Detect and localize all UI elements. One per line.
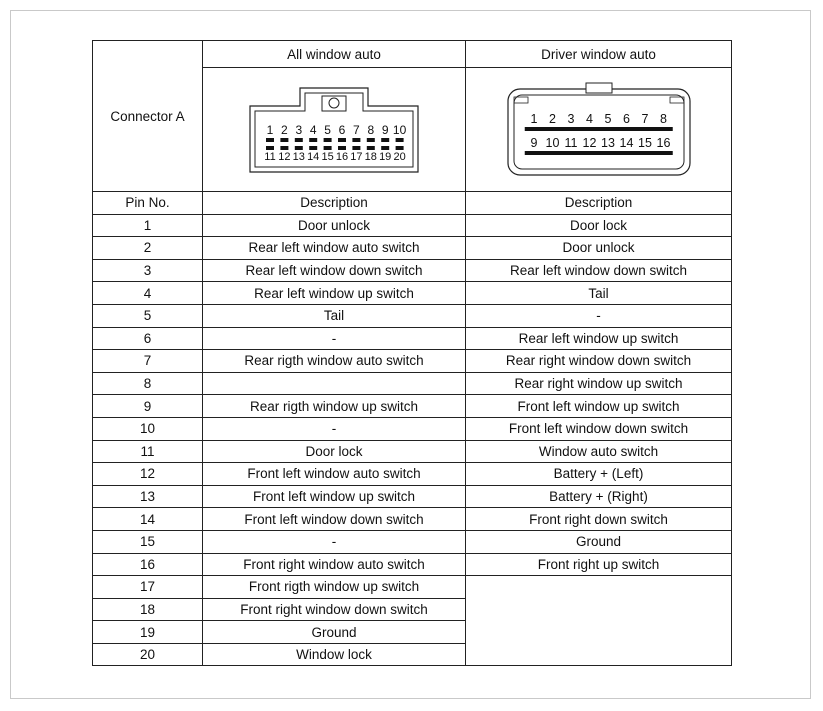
connector-driver-bottom-pin-label: 16 [656, 135, 670, 150]
description-header-all: Description [203, 192, 466, 215]
connector-all-bottom-pin-label: 13 [292, 150, 305, 163]
connector-all-top-pin-terminal [280, 138, 288, 142]
subheader-row [93, 192, 732, 215]
connector-all-cell [203, 68, 466, 192]
driver-window-description-cell: Ground [466, 530, 732, 553]
pin-number-cell: 4 [93, 282, 203, 305]
all-window-description-cell: Door unlock [203, 214, 466, 237]
connector-all-top-pin-label: 9 [381, 122, 389, 137]
driver-window-description-cell: Front right up switch [466, 553, 732, 576]
driver-window-description-cell: Rear right window up switch [466, 372, 732, 395]
all-window-description-cell: Front rigth window up switch [203, 576, 466, 599]
all-window-description-cell: Tail [203, 304, 466, 327]
pin-number-cell: 13 [93, 485, 203, 508]
connector-driver-bottom-pin-label: 12 [582, 135, 596, 150]
driver-window-description-cell: Tail [466, 282, 732, 305]
table-row [93, 259, 732, 282]
table-row [93, 237, 732, 260]
table-row [93, 304, 732, 327]
connector-driver-bottom-pin-label: 11 [564, 135, 577, 150]
table-row [93, 417, 732, 440]
driver-window-empty-cell [466, 576, 732, 666]
connector-driver-inner-outline [514, 95, 684, 169]
driver-window-description-cell: Window auto switch [466, 440, 732, 463]
connector-driver-bottom-pin-label: 15 [637, 135, 652, 150]
table-row [93, 463, 732, 486]
connector-all-bottom-pin-terminal [352, 146, 360, 150]
connector-all-bottom-pin-label: 19 [379, 150, 392, 163]
pin-number-cell: 5 [93, 304, 203, 327]
header-all-window-auto: All window auto [203, 41, 466, 68]
connector-all-top-pin-label: 3 [295, 122, 303, 137]
connector-all-bottom-pin-terminal [396, 146, 404, 150]
all-window-description-cell: Front left window auto switch [203, 463, 466, 486]
pin-table [92, 40, 732, 666]
connector-driver-top-pin-label: 1 [530, 111, 537, 126]
connector-driver-top-pin-label: 3 [567, 111, 574, 126]
all-window-description-cell: Front right window down switch [203, 598, 466, 621]
connector-driver-bottom-pin-label: 10 [545, 135, 559, 150]
pin-number-cell: 3 [93, 259, 203, 282]
connector-driver-outline [508, 89, 690, 175]
connector-all-latch-hole [329, 98, 339, 108]
pin-number-cell: 12 [93, 463, 203, 486]
connector-all-top-pin-terminal [309, 138, 317, 142]
all-window-description-cell: Rear left window auto switch [203, 237, 466, 260]
connector-driver-top-pin-label: 7 [641, 111, 648, 126]
connector-all-bottom-pin-terminal [324, 146, 332, 150]
connector-all-top-pin-terminal [266, 138, 274, 142]
pin-number-cell: 20 [93, 643, 203, 666]
all-window-description-cell: - [203, 327, 466, 350]
connector-all-bottom-pin-label: 11 [264, 150, 276, 163]
driver-window-description-cell: Rear right window down switch [466, 350, 732, 373]
connector-all-bottom-pin-terminal [295, 146, 303, 150]
all-window-description-cell: Window lock [203, 643, 466, 666]
connector-driver-top-pin-label: 4 [585, 111, 593, 126]
connector-driver-bottom-pin-label: 13 [600, 135, 615, 150]
all-window-description-cell: Rear rigth window auto switch [203, 350, 466, 373]
driver-window-description-cell: Rear left window up switch [466, 327, 732, 350]
connector-all-top-pin-terminal [367, 138, 375, 142]
driver-window-description-cell: Front left window up switch [466, 395, 732, 418]
connector-all-bottom-pin-label: 17 [350, 150, 363, 163]
pin-number-cell: 14 [93, 508, 203, 531]
connector-all-top-pin-terminal [324, 138, 332, 142]
connector-label: Connector A [93, 41, 203, 192]
pin-number-cell: 7 [93, 350, 203, 373]
connector-driver-bottom-pin-bar [524, 151, 672, 155]
connector-all-top-pin-terminal [295, 138, 303, 142]
table-row [93, 553, 732, 576]
connector-all-bottom-pin-label: 16 [335, 150, 349, 163]
connector-all-bottom-pin-terminal [309, 146, 317, 150]
connector-all-top-pin-label: 8 [367, 122, 375, 137]
driver-window-description-cell: Front right down switch [466, 508, 732, 531]
connector-all-bottom-pin-label: 20 [393, 150, 406, 163]
pin-number-cell: 6 [93, 327, 203, 350]
connector-all-bottom-pin-terminal [381, 146, 389, 150]
table-row [93, 530, 732, 553]
connector-driver-bottom-pin-label: 14 [619, 135, 633, 150]
description-header-driver: Description [466, 192, 732, 215]
pin-number-cell: 9 [93, 395, 203, 418]
pin-no-header: Pin No. [93, 192, 203, 215]
table-row [93, 350, 732, 373]
header-row [93, 41, 732, 68]
all-window-description-cell: - [203, 417, 466, 440]
pin-number-cell: 15 [93, 530, 203, 553]
connector-all-diagram [244, 84, 424, 176]
table-row [93, 440, 732, 463]
driver-window-description-cell: Battery + (Right) [466, 485, 732, 508]
connector-driver-top-pin-bar [524, 127, 672, 131]
pin-number-cell: 19 [93, 621, 203, 644]
table-row [93, 576, 732, 599]
connector-all-top-pin-label: 6 [338, 122, 346, 137]
table-row [93, 327, 732, 350]
all-window-description-cell: Door lock [203, 440, 466, 463]
table-row [93, 372, 732, 395]
all-window-description-cell: Rear rigth window up switch [203, 395, 466, 418]
connector-driver-latch [586, 83, 612, 93]
connector-driver-top-pin-label: 5 [604, 111, 611, 126]
driver-window-description-cell: Front left window down switch [466, 417, 732, 440]
connector-all-bottom-pin-label: 15 [321, 150, 334, 163]
table-row [93, 214, 732, 237]
connector-all-top-pin-label: 5 [324, 122, 331, 137]
connector-driver-top-pin-label: 2 [548, 111, 556, 126]
driver-window-description-cell: Rear left window down switch [466, 259, 732, 282]
all-window-description-cell: - [203, 530, 466, 553]
all-window-description-cell: Front left window down switch [203, 508, 466, 531]
table-row [93, 395, 732, 418]
all-window-description-cell: Ground [203, 621, 466, 644]
connector-driver-diagram [506, 81, 692, 179]
all-window-description-cell: Front right window auto switch [203, 553, 466, 576]
connector-all-top-pin-terminal [396, 138, 404, 142]
connector-all-top-pin-label: 10 [392, 122, 407, 137]
connector-driver-top-pin-label: 6 [622, 111, 630, 126]
pin-number-cell: 8 [93, 372, 203, 395]
connector-all-top-pin-label: 7 [353, 122, 360, 137]
connector-driver-top-pin-label: 8 [659, 111, 667, 126]
connector-all-top-pin-terminal [352, 138, 360, 142]
connector-all-bottom-pin-label: 14 [307, 150, 320, 163]
driver-window-description-cell: Door lock [466, 214, 732, 237]
connector-all-bottom-pin-terminal [266, 146, 274, 150]
table-row [93, 485, 732, 508]
pin-number-cell: 17 [93, 576, 203, 599]
all-window-description-cell: Front left window up switch [203, 485, 466, 508]
all-window-description-cell: Rear left window up switch [203, 282, 466, 305]
connector-all-bottom-pin-terminal [367, 146, 375, 150]
table-row [93, 282, 732, 305]
pin-number-cell: 2 [93, 237, 203, 260]
pin-number-cell: 11 [93, 440, 203, 463]
connector-driver-bottom-pin-label: 9 [530, 135, 537, 150]
driver-window-description-cell: Door unlock [466, 237, 732, 260]
connector-all-top-pin-label: 2 [281, 122, 288, 137]
connector-driver-cell [466, 68, 732, 192]
connector-all-bottom-pin-terminal [280, 146, 288, 150]
all-window-description-cell: Rear left window down switch [203, 259, 466, 282]
table-row [93, 508, 732, 531]
pin-number-cell: 18 [93, 598, 203, 621]
driver-window-description-cell: - [466, 304, 732, 327]
connector-all-top-pin-terminal [338, 138, 346, 142]
all-window-description-cell [203, 372, 466, 395]
pin-number-cell: 16 [93, 553, 203, 576]
pin-number-cell: 1 [93, 214, 203, 237]
connector-all-top-pin-label: 4 [309, 122, 317, 137]
connector-all-bottom-pin-label: 12 [278, 150, 291, 163]
pin-number-cell: 10 [93, 417, 203, 440]
connector-all-bottom-pin-terminal [338, 146, 346, 150]
connector-all-bottom-pin-label: 18 [364, 150, 377, 163]
header-driver-window-auto: Driver window auto [466, 41, 732, 68]
connector-all-top-pin-label: 1 [266, 122, 274, 137]
connector-all-top-pin-terminal [381, 138, 389, 142]
driver-window-description-cell: Battery + (Left) [466, 463, 732, 486]
